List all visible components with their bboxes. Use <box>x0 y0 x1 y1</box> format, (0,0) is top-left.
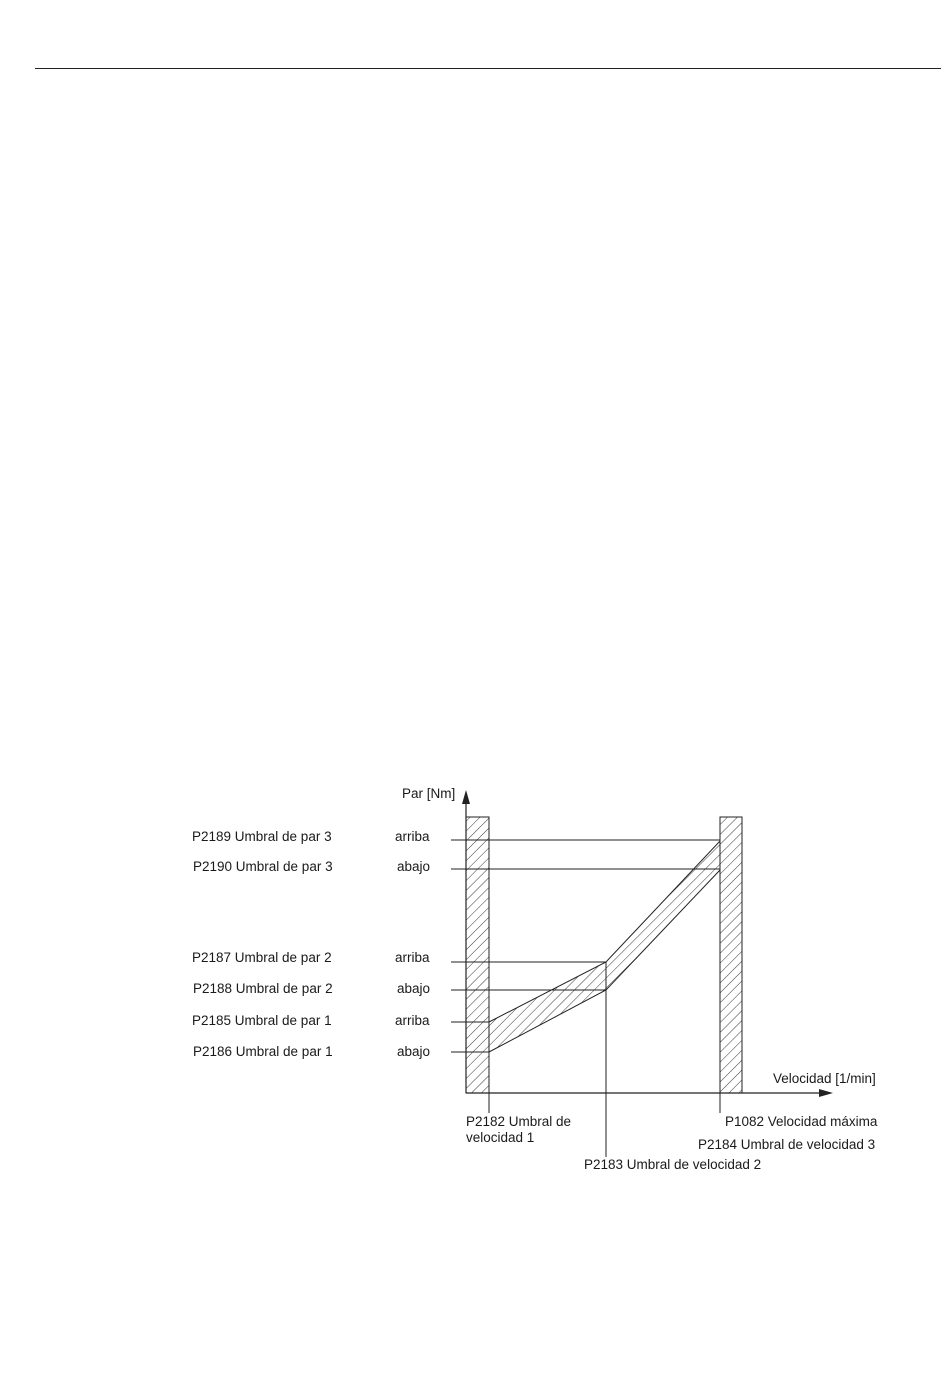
y-axis-arrow-icon <box>462 790 470 804</box>
threshold-level-p2186: abajo <box>397 1044 431 1059</box>
threshold-level-p2185: arriba <box>395 1013 430 1028</box>
y-axis-label: Par [Nm] <box>402 786 456 801</box>
x-axis-label: Velocidad [1/min] <box>773 1071 876 1086</box>
threshold-label-p2187: P2187 Umbral de par 2 <box>192 950 332 965</box>
speed1-label-line2: velocidad 1 <box>466 1130 535 1145</box>
speed1-label-line1: P2182 Umbral de <box>466 1114 572 1129</box>
threshold-label-p2185: P2185 Umbral de par 1 <box>192 1013 332 1028</box>
threshold-level-p2190: abajo <box>397 859 431 874</box>
threshold-level-p2187: arriba <box>395 950 430 965</box>
max-speed-label: P1082 Velocidad máxima <box>725 1114 878 1129</box>
threshold-label-p2186: P2186 Umbral de par 1 <box>193 1044 333 1059</box>
threshold-label-p2189: P2189 Umbral de par 3 <box>192 829 332 844</box>
threshold-label-p2190: P2190 Umbral de par 3 <box>193 859 333 874</box>
threshold-level-p2189: arriba <box>395 829 430 844</box>
max-speed-band <box>720 817 742 1093</box>
speed2-label: P2183 Umbral de velocidad 2 <box>584 1157 762 1172</box>
x-axis-arrow-icon <box>819 1089 833 1097</box>
threshold-label-p2188: P2188 Umbral de par 2 <box>193 981 333 996</box>
torque-envelope-band <box>489 841 720 1052</box>
threshold-level-p2188: abajo <box>397 981 431 996</box>
speed3-label: P2184 Umbral de velocidad 3 <box>698 1137 876 1152</box>
